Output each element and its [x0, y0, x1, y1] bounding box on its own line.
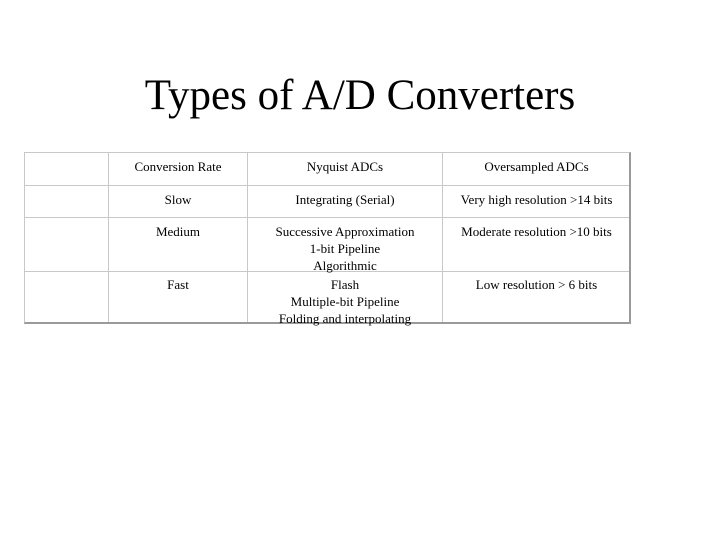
- nyquist-fast: [248, 276, 442, 327]
- slide-title: Types of A/D Converters: [144, 72, 576, 119]
- nyquist-slow: [248, 191, 442, 208]
- oversampled-slow: Very high resolution >14 bits: [460, 192, 613, 207]
- nyquist-medium: [248, 223, 442, 274]
- adc-types-table: [24, 152, 631, 324]
- rate-slow: Slow: [164, 192, 192, 207]
- nyquist-fast-line: Multiple-bit Pipeline: [290, 294, 400, 309]
- nyquist-fast-line: Flash: [330, 277, 360, 292]
- nyquist-medium-line: Successive Approximation: [275, 224, 415, 239]
- oversampled-medium: Moderate resolution >10 bits: [461, 224, 612, 239]
- nyquist-fast-line: Folding and interpolating: [278, 311, 412, 326]
- nyquist-slow-line: Integrating (Serial): [295, 192, 395, 207]
- header-nyquist-adcs: Nyquist ADCs: [306, 159, 384, 174]
- header-conversion-rate: Conversion Rate: [134, 159, 222, 174]
- rate-fast: Fast: [167, 277, 189, 292]
- header-oversampled-adcs: Oversampled ADCs: [484, 159, 589, 174]
- rate-medium: Medium: [155, 224, 201, 239]
- row-divider: [25, 217, 629, 218]
- nyquist-medium-line: 1-bit Pipeline: [309, 241, 381, 256]
- row-divider: [25, 185, 629, 186]
- nyquist-medium-line: Algorithmic: [313, 258, 377, 273]
- oversampled-fast: Low resolution > 6 bits: [475, 277, 598, 292]
